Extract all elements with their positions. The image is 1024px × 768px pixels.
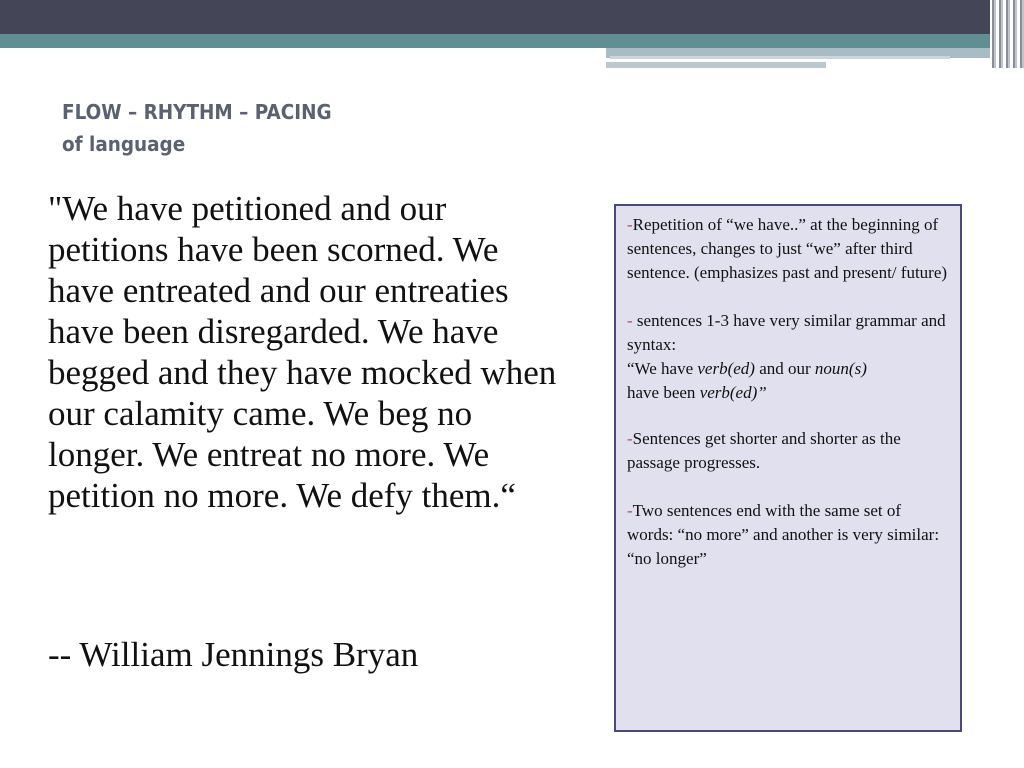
notes-box bbox=[614, 204, 962, 732]
slide-title bbox=[62, 96, 522, 160]
header-stripes bbox=[990, 0, 1024, 68]
note-ending bbox=[627, 499, 950, 571]
note-text: Repetition of “we have..” at the beginning of sentences, changes to just “we” after third sentence. (emphasizes past and present/ future) bbox=[627, 215, 948, 282]
note-text: have been bbox=[627, 383, 700, 402]
header-dark-bar bbox=[0, 0, 1024, 34]
quote-text: "We have petitioned and our petitions have been scorned. We have entreated and our entreaties have been disregarded. We have begged and they have mocked when our calamity came. We beg no longer. We entreat no more. We petition no more. We defy them.“ bbox=[48, 189, 557, 515]
note-shorter bbox=[627, 427, 950, 475]
note-italic: verb(ed)” bbox=[699, 383, 767, 402]
note-italic: noun(s) bbox=[814, 359, 867, 378]
note-grammar bbox=[627, 309, 950, 405]
header-thin-line bbox=[610, 56, 950, 59]
slide-title-line2: of language bbox=[62, 132, 186, 156]
note-text: “We have bbox=[627, 359, 698, 378]
header-teal-bar bbox=[0, 34, 1024, 48]
slide-title-line1: FLOW – RHYTHM – PACING bbox=[62, 100, 332, 124]
note-text: Sentences get shorter and shorter as the passage progresses. bbox=[627, 429, 901, 472]
note-text: sentences 1-3 have very similar grammar and syntax: bbox=[627, 311, 946, 354]
note-dash: - bbox=[627, 311, 633, 330]
note-text: and our bbox=[754, 359, 815, 378]
quote-attribution: -- William Jennings Bryan bbox=[48, 635, 419, 674]
note-italic: verb(ed) bbox=[697, 359, 755, 378]
note-repetition bbox=[627, 213, 950, 285]
note-text: Two sentences end with the same set of words: “no more” and another is very similar: “no longer” bbox=[627, 501, 940, 568]
header-light-bar-short bbox=[606, 62, 826, 68]
note-dash: - bbox=[627, 501, 633, 520]
note-dash: - bbox=[627, 429, 633, 448]
note-dash: - bbox=[627, 215, 633, 234]
